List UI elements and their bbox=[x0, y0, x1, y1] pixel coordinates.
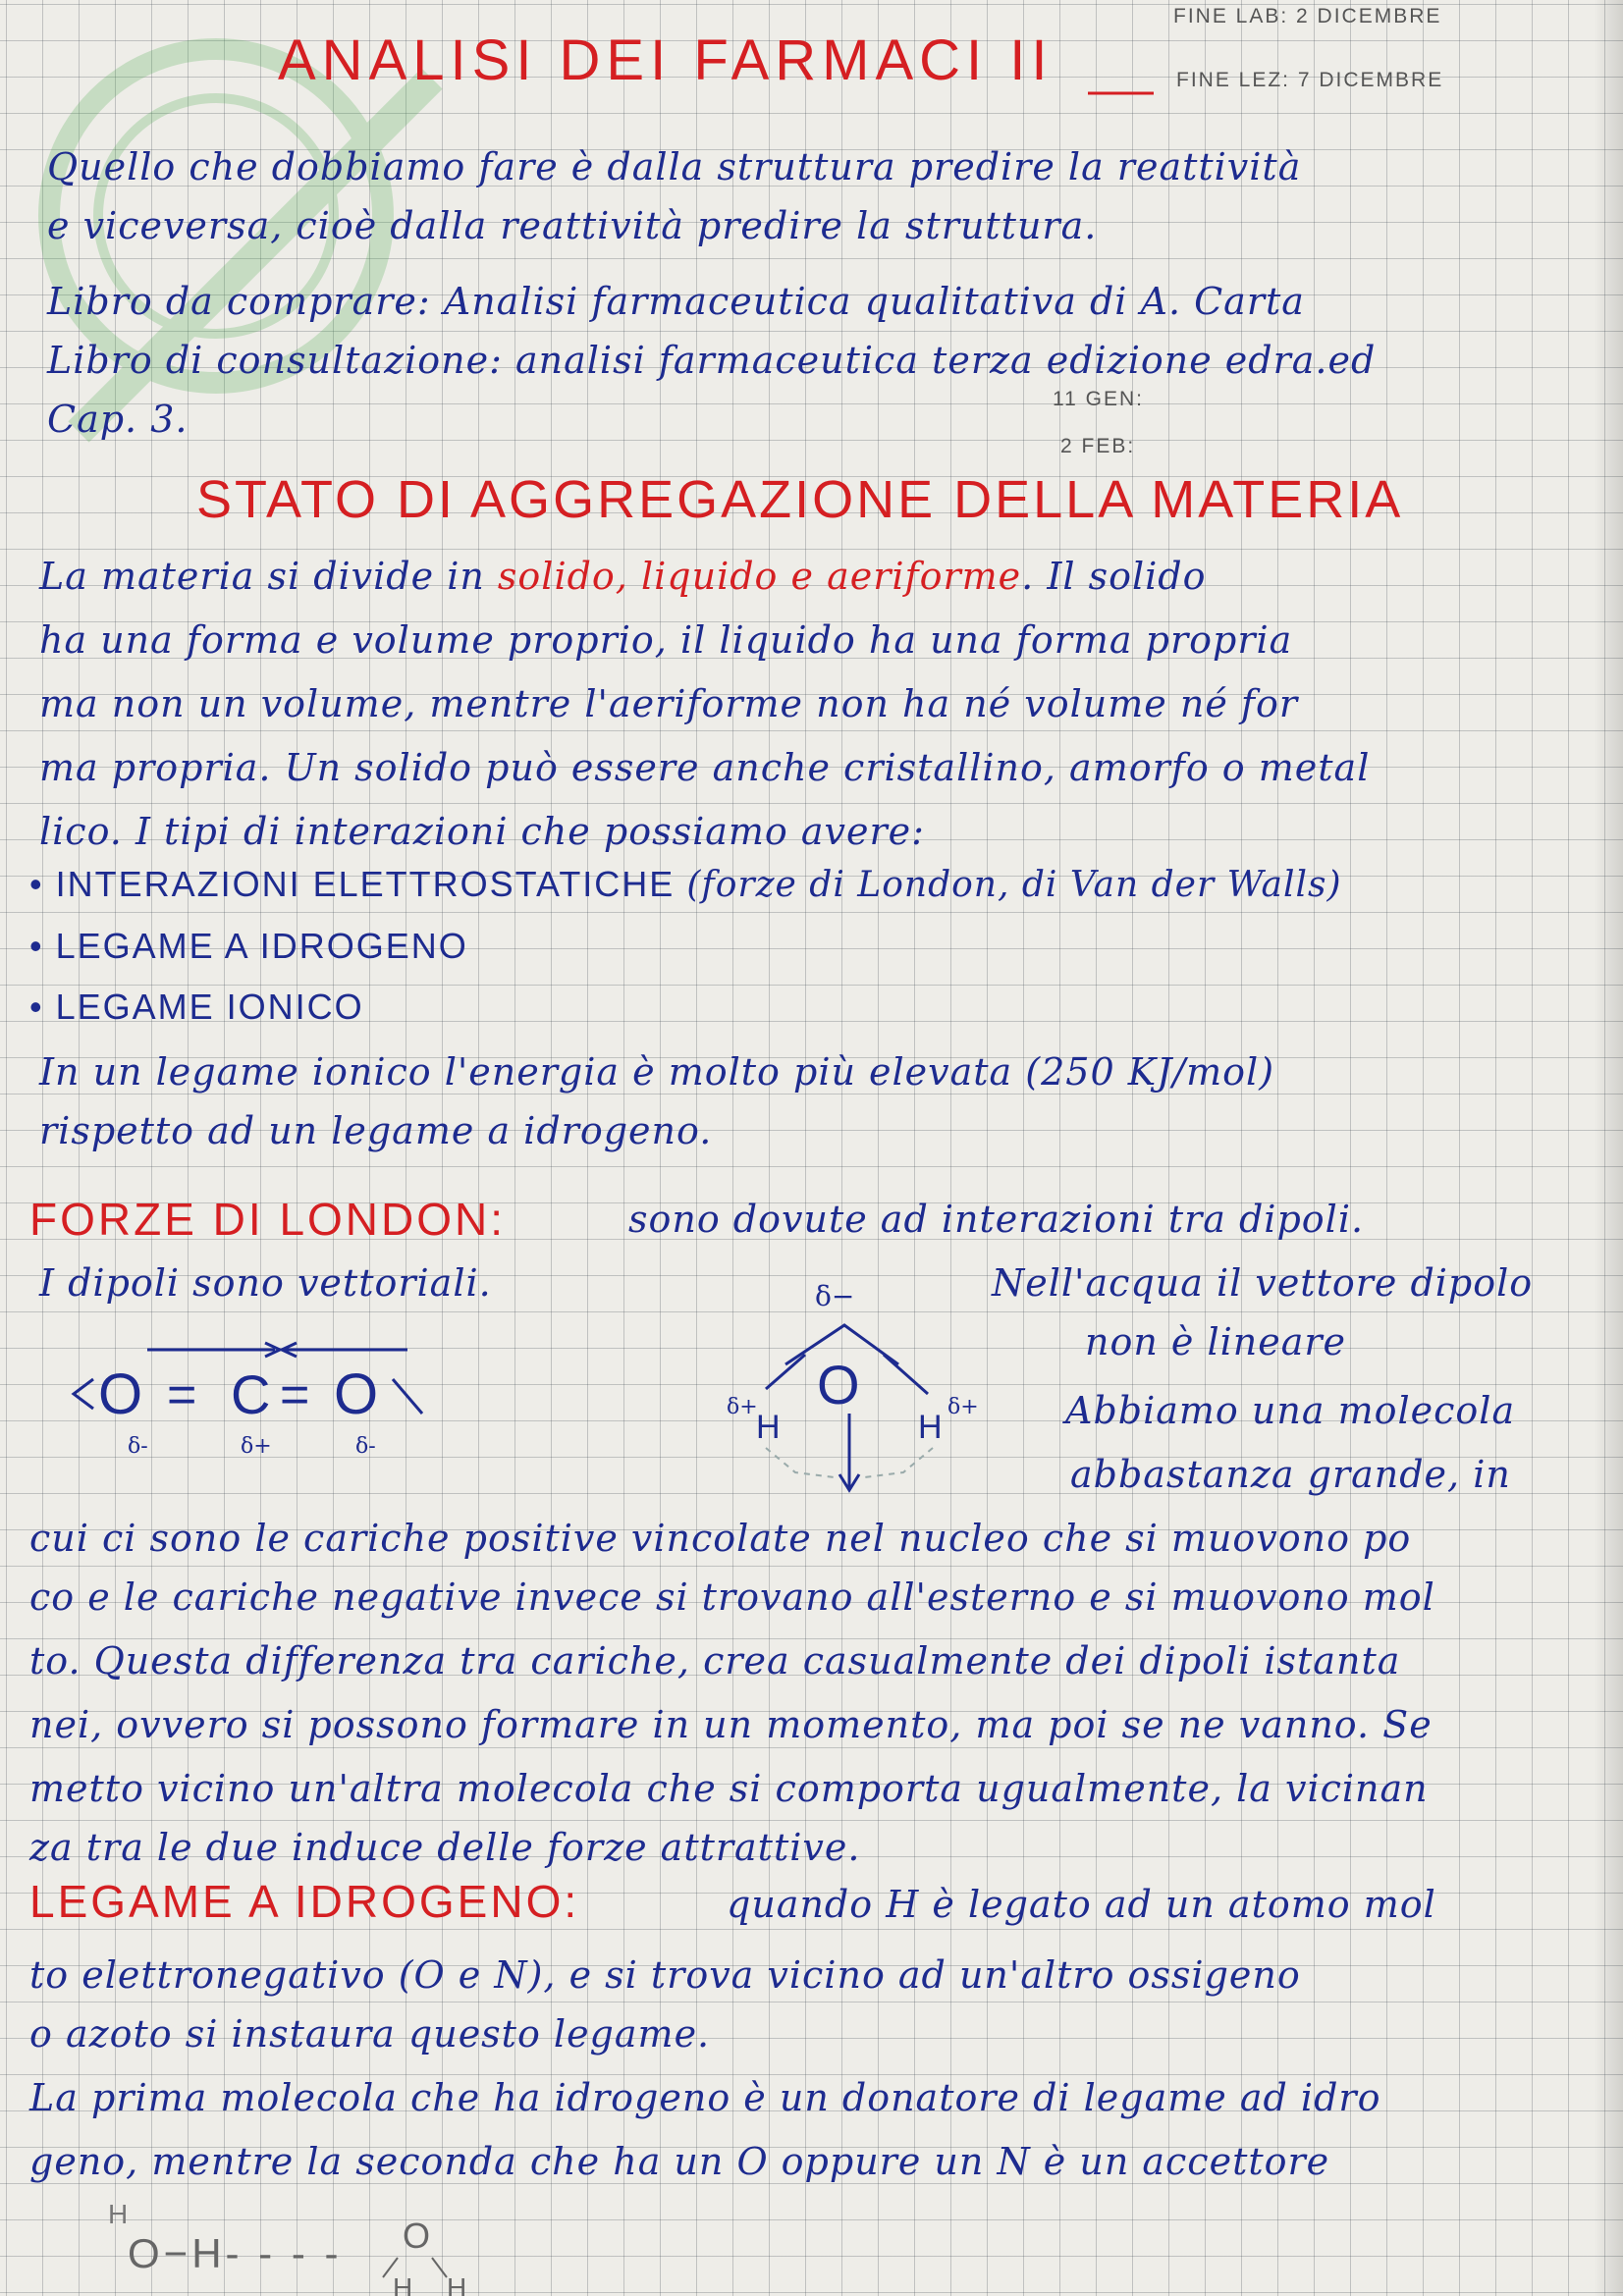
section1-after-2: rispetto ad un legame a idrogeno. bbox=[39, 1109, 713, 1152]
water-note-2: non è lineare bbox=[1085, 1320, 1347, 1363]
section2-line-6: nei, ovvero si possono formare in un momento, ma poi se ne vanno. Se bbox=[29, 1703, 1433, 1746]
co2-o-left: O bbox=[98, 1362, 143, 1426]
section3-line-3: o azoto si instaura questo legame. bbox=[29, 2012, 711, 2056]
co2-delta-2: δ+ bbox=[241, 1434, 272, 1459]
water-note-3: Abbiamo una molecola bbox=[1065, 1389, 1516, 1432]
water-dipole-diagram bbox=[707, 1266, 1031, 1502]
section1-line-3: ma non un volume, mentre l'aeriforme non ha né volume né for bbox=[39, 682, 1298, 725]
corner-note-lez: FINE LEZ: 7 DICEMBRE bbox=[1176, 69, 1444, 91]
hb-o-right: O bbox=[403, 2216, 431, 2256]
section1-line-5: lico. I tipi di interazioni che possiamo avere: bbox=[39, 810, 925, 853]
section-title-hydrogen-bond: LEGAME A IDROGENO: bbox=[29, 1876, 580, 1927]
date-note-2: 2 FEB: bbox=[1060, 435, 1136, 457]
water-o: O bbox=[817, 1354, 860, 1415]
page-title: ANALISI DEI FARMACI II bbox=[278, 28, 1054, 92]
intro-line-1: Quello che dobbiamo fare è dalla struttura predire la reattività bbox=[47, 145, 1302, 188]
section2-line-5: to. Questa differenza tra cariche, crea casualmente dei dipoli istanta bbox=[29, 1639, 1401, 1682]
hb-chain: O−H- - - - bbox=[128, 2230, 343, 2276]
bullet-ionic-bond: • LEGAME IONICO bbox=[29, 987, 364, 1027]
section3-line-1: quando H è legato ad un atomo mol bbox=[727, 1883, 1436, 1926]
bullet-hydrogen-bond: • LEGAME A IDROGENO bbox=[29, 926, 468, 966]
intro-line-5: Cap. 3. bbox=[47, 398, 189, 441]
section1-line-1-b: . Il solido bbox=[1021, 555, 1207, 598]
water-note-1: Nell'acqua il vettore dipolo bbox=[992, 1261, 1534, 1305]
states-of-matter: solido, liquido e aeriforme bbox=[497, 555, 1022, 598]
section2-line-3: cui ci sono le cariche positive vincolate nel nucleo che si muovono po bbox=[29, 1517, 1412, 1560]
section2-line-8: za tra le due induce delle forze attrattive. bbox=[29, 1826, 861, 1869]
water-delta-plus-2: δ+ bbox=[947, 1395, 979, 1419]
section-title-aggregation: STATO DI AGGREGAZIONE DELLA MATERIA bbox=[196, 470, 1404, 529]
water-delta-minus: δ− bbox=[815, 1280, 855, 1312]
bullet-electrostatic-label: INTERAZIONI ELETTROSTATICHE bbox=[55, 864, 676, 904]
co2-o-right: O bbox=[334, 1362, 379, 1426]
section2-line-7: metto vicino un'altra molecola che si comporta ugualmente, la vicinan bbox=[29, 1767, 1429, 1810]
water-delta-plus-1: δ+ bbox=[727, 1395, 758, 1419]
intro-line-4: Libro di consultazione: analisi farmaceutica terza edizione edra.ed bbox=[47, 339, 1377, 382]
intro-line-2: e viceversa, cioè dalla reattività predire la struttura. bbox=[47, 204, 1098, 247]
section1-line-2: ha una forma e volume proprio, il liquido ha una forma propria bbox=[39, 618, 1293, 662]
intro-line-3: Libro da comprare: Analisi farmaceutica qualitativa di A. Carta bbox=[47, 280, 1305, 323]
co2-c: C bbox=[231, 1363, 271, 1425]
section1-line-4: ma propria. Un solido può essere anche cristallino, amorfo o metal bbox=[39, 746, 1371, 789]
section1-line-1 bbox=[39, 555, 1206, 598]
section1-line-1-a: La materia si divide in bbox=[39, 555, 485, 598]
co2-dipole-diagram bbox=[69, 1325, 461, 1472]
bullet-ionic-bond-label: LEGAME IONICO bbox=[55, 987, 364, 1027]
hydrogen-bond-sketch bbox=[69, 2184, 579, 2296]
date-note-1: 11 GEN: bbox=[1053, 388, 1144, 410]
section1-after-1: In un legame ionico l'energia è molto più elevata (250 KJ/mol) bbox=[39, 1050, 1275, 1094]
water-h-left: H bbox=[756, 1409, 781, 1446]
hb-h-top: H bbox=[108, 2199, 129, 2229]
water-h-right: H bbox=[918, 1409, 943, 1446]
section3-line-4: La prima molecola che ha idrogeno è un donatore di legame ad idro bbox=[29, 2076, 1381, 2119]
co2-delta-3: δ- bbox=[355, 1434, 376, 1459]
section3-line-5: geno, mentre la seconda che ha un O oppure un N è un accettore bbox=[29, 2140, 1330, 2183]
co2-eq-left: = bbox=[167, 1366, 197, 1423]
section3-line-2: to elettronegativo (O e N), e si trova vicino ad un'altro ossigeno bbox=[29, 1953, 1301, 1997]
section-title-london: FORZE DI LONDON: bbox=[29, 1194, 507, 1245]
co2-eq-right: = bbox=[280, 1366, 310, 1423]
section2-line-2: I dipoli sono vettoriali. bbox=[39, 1261, 492, 1305]
hb-h-b: H bbox=[447, 2272, 467, 2296]
hb-h-a: H bbox=[393, 2272, 413, 2296]
bullet-electrostatic: • INTERAZIONI ELETTROSTATICHE (forze di London, di Van der Walls) bbox=[29, 864, 1342, 905]
corner-note-lab: FINE LAB: 2 DICEMBRE bbox=[1173, 5, 1442, 27]
section2-line-4: co e le cariche negative invece si trovano all'esterno e si muovono mol bbox=[29, 1575, 1435, 1619]
co2-delta-1: δ- bbox=[128, 1434, 148, 1459]
water-note-4: abbastanza grande, in bbox=[1070, 1453, 1511, 1496]
bullet-hydrogen-bond-label: LEGAME A IDROGENO bbox=[55, 926, 468, 966]
section2-line-1: sono dovute ad interazioni tra dipoli. bbox=[628, 1198, 1365, 1241]
page-edge-shadow bbox=[1594, 0, 1623, 2296]
bullet-electrostatic-note: (forze di London, di Van der Walls) bbox=[686, 865, 1342, 905]
